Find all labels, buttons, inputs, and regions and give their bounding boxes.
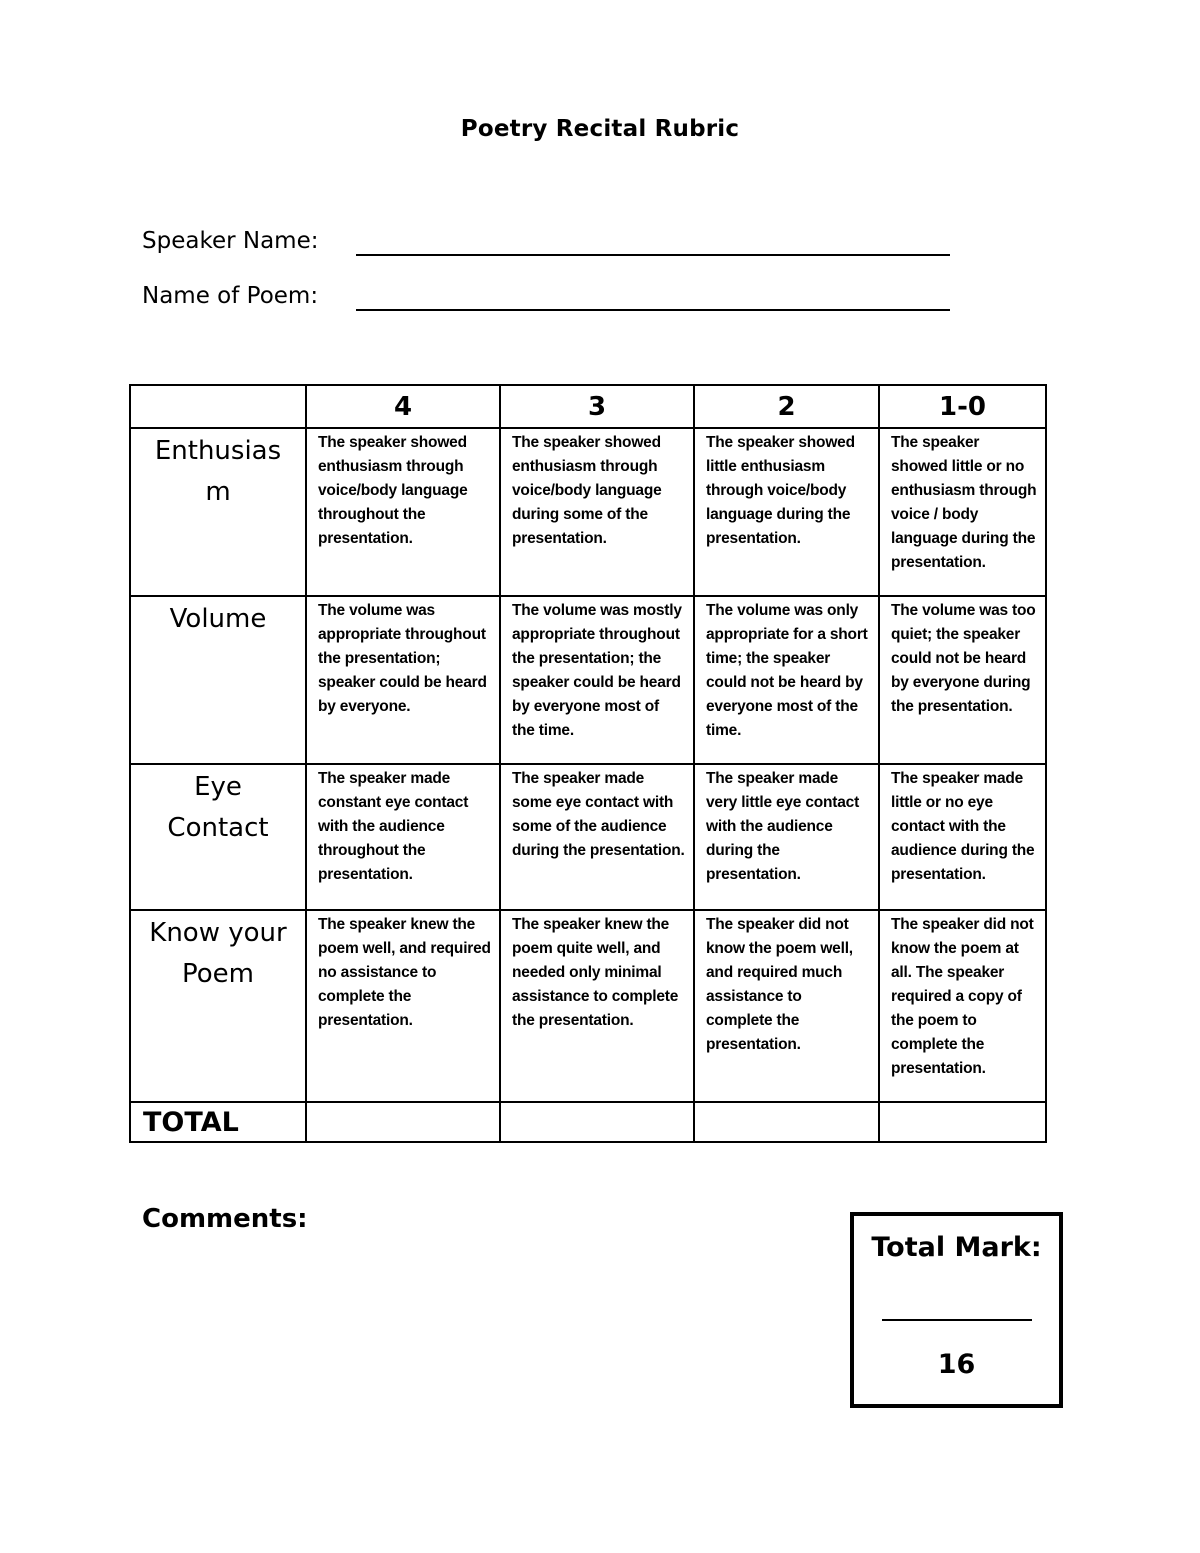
total-cell[interactable] (500, 1102, 694, 1142)
total-mark-box (850, 1212, 1063, 1408)
total-mark-label: Total Mark: (871, 1232, 1042, 1263)
descriptor-cell: The speaker made constant eye contact with the audience throughout the presentation. (306, 764, 500, 910)
descriptor-cell: The volume was too quiet; the speaker could not be heard by everyone during the presentation. (879, 596, 1046, 764)
total-cell[interactable] (694, 1102, 879, 1142)
rubric-table (129, 384, 1047, 1143)
header-score: 4 (306, 385, 500, 428)
table-row (130, 596, 1046, 764)
descriptor-cell: The speaker did not know the poem well, and required much assistance to complete the presentation. (694, 910, 879, 1102)
poem-name-row (142, 283, 354, 309)
comments-label: Comments: (142, 1204, 308, 1234)
header-empty-cell (130, 385, 306, 428)
descriptor-cell: The speaker showed enthusiasm through voice/body language throughout the presentation. (306, 428, 500, 596)
criterion-label: Enthusiasm (130, 428, 306, 596)
descriptor-cell: The speaker knew the poem quite well, and needed only minimal assistance to complete the presentation. (500, 910, 694, 1102)
descriptor-cell: The speaker showed little or no enthusiasm through voice / body language during the presentation. (879, 428, 1046, 596)
speaker-name-label: Speaker Name: (142, 228, 319, 254)
descriptor-cell: The volume was only appropriate for a short time; the speaker could not be heard by everyone most of the time. (694, 596, 879, 764)
table-row (130, 764, 1046, 910)
table-row (130, 428, 1046, 596)
criterion-label: Eye Contact (130, 764, 306, 910)
descriptor-cell: The speaker showed enthusiasm through voice/body language during some of the presentation. (500, 428, 694, 596)
total-label: TOTAL (130, 1102, 306, 1142)
descriptor-cell: The speaker showed little enthusiasm through voice/body language during the presentation. (694, 428, 879, 596)
page-title: Poetry Recital Rubric (460, 116, 740, 142)
total-row (130, 1102, 1046, 1142)
speaker-name-row (142, 228, 354, 254)
total-mark-out-of: 16 (937, 1349, 976, 1380)
header-score: 1-0 (879, 385, 1046, 428)
speaker-name-line[interactable] (356, 254, 950, 256)
descriptor-cell: The volume was mostly appropriate throughout the presentation; the speaker could be heard by everyone most of the time. (500, 596, 694, 764)
poem-name-label: Name of Poem: (142, 283, 319, 309)
descriptor-cell: The volume was appropriate throughout the presentation; speaker could be heard by everyone. (306, 596, 500, 764)
descriptor-cell: The speaker made some eye contact with some of the audience during the presentation. (500, 764, 694, 910)
total-mark-line[interactable] (882, 1319, 1032, 1321)
descriptor-cell: The speaker did not know the poem at all. The speaker required a copy of the poem to complete the presentation. (879, 910, 1046, 1102)
total-cell[interactable] (879, 1102, 1046, 1142)
table-row (130, 910, 1046, 1102)
header-score: 2 (694, 385, 879, 428)
descriptor-cell: The speaker knew the poem well, and required no assistance to complete the presentation. (306, 910, 500, 1102)
descriptor-cell: The speaker made little or no eye contact with the audience during the presentation. (879, 764, 1046, 910)
header-row (130, 385, 1046, 428)
total-cell[interactable] (306, 1102, 500, 1142)
header-score: 3 (500, 385, 694, 428)
criterion-label: Volume (130, 596, 306, 764)
poem-name-line[interactable] (356, 309, 950, 311)
descriptor-cell: The speaker made very little eye contact with the audience during the presentation. (694, 764, 879, 910)
criterion-label: Know your Poem (130, 910, 306, 1102)
